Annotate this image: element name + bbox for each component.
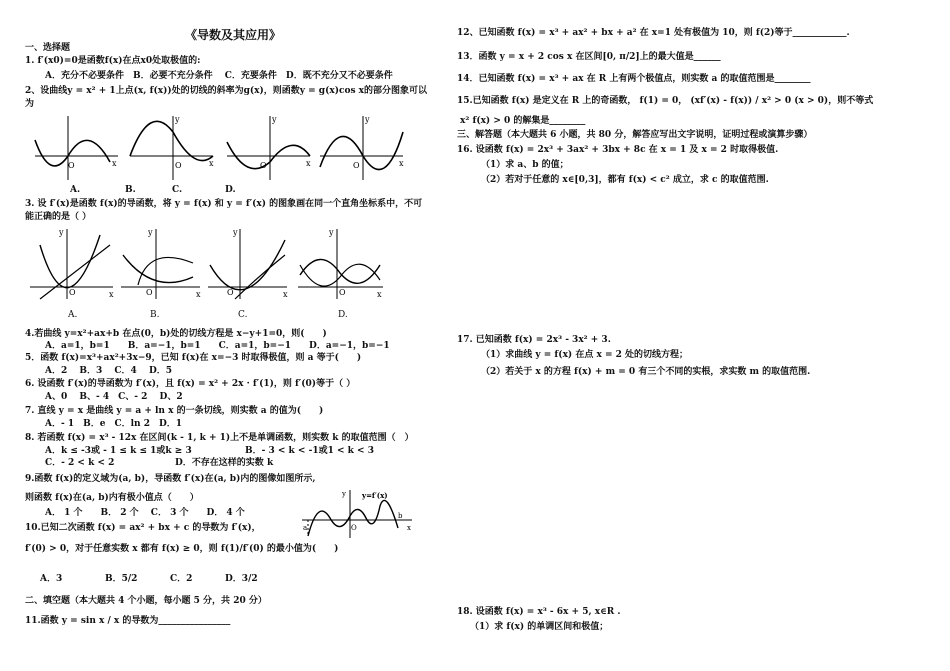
- svg-text:x: x: [377, 290, 382, 299]
- q8-option-d: D．不存在这样的实数 k: [175, 458, 274, 468]
- q10-stem-1: 10.已知二次函数 f(x) = ax² + bx + c 的导数为 f′(x)，: [25, 523, 261, 533]
- section-answer: 三、解答题（本大题共 6 小题，共 80 分，解答应写出文字说明，证明过程或演算步骤）: [457, 130, 813, 140]
- q16-stem: 16. 设函数 f(x) = 2x³ + 3ax² + 3bx + 8c 在 x = 1 及 x = 2 时取得极值.: [457, 145, 779, 155]
- q8-stem: 8. 若函数 f(x) = x³ - 12x 在区间(k - 1, k + 1)上不是单调函数，则实数 k 的取值范围（ ）: [25, 433, 414, 443]
- q4-options: A．a=1，b=1 B．a=−1，b=1 C．a=1，b=−1 D．a=−1，b=−1: [45, 341, 390, 351]
- q2-graph-a: [30, 112, 120, 182]
- svg-text:y: y: [233, 228, 238, 237]
- svg-text:O: O: [69, 288, 76, 297]
- svg-text:O: O: [227, 288, 234, 297]
- q10-option-d: D．3/2: [225, 574, 258, 584]
- q14-stem: 14．已知函数 f(x) = x³ + ax 在 R 上有两个极值点，则实数 a 的取值范围是________: [457, 74, 811, 84]
- q7-options: A．- 1 B．e C．ln 2 D．1: [45, 419, 183, 429]
- q2-label-d: D.: [225, 185, 236, 195]
- q10-option-b: B．5/2: [105, 574, 138, 584]
- q15-stem-2: x² f(x) > 0 的解集是________: [460, 116, 586, 126]
- svg-text:x: x: [283, 290, 288, 299]
- q8-option-b: B．- 3 < k < -1或1 < k < 3: [245, 446, 374, 456]
- q3-graph-c: [205, 225, 290, 300]
- q2-label-a: A.: [70, 185, 81, 195]
- svg-text:x: x: [209, 159, 214, 168]
- section-fill: 二、填空题（本大题共 4 个小题，每小题 5 分，共 20 分）: [25, 596, 267, 606]
- q10-option-c: C．2: [170, 574, 193, 584]
- q12-stem: 12、已知函数 f(x) = x³ + ax² + bx + a² 在 x=1 处有极值为 10，则 f(2)等于____________.: [457, 28, 850, 38]
- q9-graph-o: O: [351, 524, 357, 532]
- q15-stem-1: 15.已知函数 f(x) 是定义在 R 上的奇函数， f(1) = 0， (xf′(x) - f(x)) / x² > 0 (x > 0)，则不等式: [457, 96, 874, 106]
- q17-stem: 17. 已知函数 f(x) = 2x³ - 3x² + 3.: [457, 335, 611, 345]
- svg-text:O: O: [146, 288, 153, 297]
- q9-options: A． 1 个 B． 2 个 C． 3 个 D． 4 个: [45, 508, 245, 518]
- q18-stem: 18. 设函数 f(x) = x³ - 6x + 5, x∈R .: [457, 607, 621, 617]
- svg-text:y: y: [148, 228, 153, 237]
- svg-text:y: y: [59, 228, 64, 237]
- svg-text:O: O: [339, 288, 346, 297]
- svg-text:x: x: [399, 159, 404, 168]
- q9-graph-x: x: [407, 524, 411, 532]
- svg-text:x: x: [306, 159, 311, 168]
- svg-text:O: O: [353, 161, 360, 170]
- q3-label-d: D.: [338, 310, 348, 320]
- q9-graph: [300, 488, 415, 540]
- q3-stem-1: 3. 设 f′(x)是函数 f(x)的导函数，将 y = f(x) 和 y = f′(x) 的图象画在同一个直角坐标系中，不可: [25, 199, 423, 209]
- svg-text:x: x: [112, 159, 117, 168]
- q3-label-b: B.: [150, 310, 160, 320]
- q13-stem: 13．函数 y = x + 2 cos x 在区间[0, π/2]上的最大值是______: [457, 52, 721, 62]
- q17-part-2: （2）若关于 x 的方程 f(x) + m = 0 有三个不同的实根，求实数 m 的取值范围.: [481, 367, 811, 377]
- q9-stem-1: 9.函数 f(x)的定义域为(a, b)，导函数 f′(x)在(a, b)内的图像如图所示,: [25, 474, 316, 484]
- q9-graph-y: y: [342, 490, 346, 498]
- q2-label-c: C.: [172, 185, 183, 195]
- q16-part-1: （1）求 a、b 的值；: [481, 160, 569, 170]
- q1-stem: 1. f′(x0)=0是函数f(x)在点x0处取极值的:: [25, 56, 201, 66]
- q8-option-c: C．- 2 < k < 2: [45, 458, 115, 468]
- q3-stem-2: 能正确的是（ ）: [25, 212, 92, 222]
- q2-graph-b: [125, 112, 215, 182]
- svg-text:y: y: [329, 228, 334, 237]
- q10-option-a: A．3: [40, 574, 63, 584]
- q18-part-1: （1）求 f(x) 的单调区间和极值；: [470, 622, 609, 632]
- q6-stem: 6. 设函数 f′(x)的导函数为 f′(x)，且 f(x) = x² + 2x · f′(1)，则 f′(0)等于（ ）: [25, 379, 356, 389]
- page-title: 《导数及其应用》: [185, 28, 282, 42]
- svg-text:y: y: [272, 115, 277, 124]
- q2-graph-c: [222, 112, 312, 182]
- q6-options: A、0 B、- 4 C、- 2 D、2: [45, 392, 183, 402]
- q9-graph-label: y=f′(x): [362, 491, 388, 500]
- q2-label-b: B.: [125, 185, 136, 195]
- svg-text:O: O: [68, 161, 75, 170]
- q1-options: A．充分不必要条件 B．必要不充分条件 C．充要条件 D．既不充分又不必要条件: [45, 71, 393, 81]
- q3-label-a: A.: [68, 310, 78, 320]
- q9-graph-b: b: [398, 512, 403, 520]
- q5-options: A．2 B．3 C．4 D．5: [45, 366, 173, 376]
- q3-graph-a: [25, 225, 115, 300]
- q16-part-2: （2）若对于任意的 x∈[0,3]，都有 f(x) < c² 成立，求 c 的取值范围.: [481, 175, 769, 185]
- q9-graph-a: a: [303, 524, 308, 532]
- q2-stem-1: 2、设曲线y = x² + 1上点(x, f(x))处的切线的斜率为g(x)，则函数y = g(x)cos x的部分图象可以: [25, 86, 428, 96]
- q3-graph-b: [118, 225, 203, 300]
- q7-stem: 7. 直线 y = x 是曲线 y = a + ln x 的一条切线，则实数 a 的值为( ): [25, 406, 324, 416]
- q11-stem: 11.函数 y = sin x / x 的导数为________________: [25, 616, 231, 626]
- q2-graph-d: [315, 112, 405, 182]
- q10-stem-2: f′(0) > 0，对于任意实数 x 都有 f(x) ≥ 0，则 f(1)/f′(0) 的最小值为( ): [25, 544, 339, 554]
- section-choice: 一、选择题: [25, 43, 71, 53]
- q9-stem-2: 则函数 f(x)在(a, b)内有极小值点（ ）: [25, 493, 199, 503]
- q5-stem: 5．函数 f(x)=x³+ax²+3x−9，已知 f(x)在 x=−3 时取得极值，则 a 等于( ): [25, 353, 362, 363]
- svg-text:x: x: [109, 290, 114, 299]
- svg-text:O: O: [260, 161, 267, 170]
- svg-text:x: x: [196, 290, 201, 299]
- q8-option-a: A．k ≤ -3或 - 1 ≤ k ≤ 1或k ≥ 3: [45, 446, 192, 456]
- svg-text:y: y: [365, 115, 370, 124]
- q4-stem: 4.若曲线 y=x²+ax+b 在点(0，b)处的切线方程是 x−y+1=0，则( ): [25, 329, 327, 339]
- q3-label-c: C.: [238, 310, 248, 320]
- svg-text:y: y: [175, 115, 180, 124]
- svg-text:O: O: [175, 161, 182, 170]
- q2-stem-2: 为: [25, 99, 35, 109]
- q17-part-1: （1）求曲线 y = f(x) 在点 x = 2 处的切线方程；: [481, 350, 689, 360]
- q3-graph-d: [295, 225, 385, 300]
